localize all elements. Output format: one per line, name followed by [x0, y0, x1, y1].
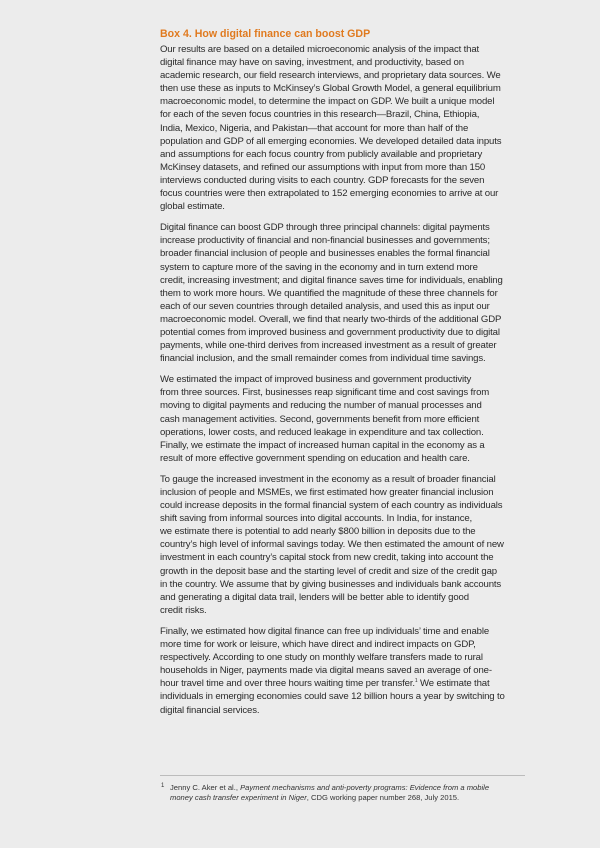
- footnote-number: 1: [161, 783, 165, 789]
- text-line: inclusion of people and MSMEs, we first estimated how greater financial inclusion: [160, 487, 494, 498]
- text-line: focus countries were then extrapolated to 152 emerging economies to arrive at our: [160, 188, 499, 200]
- paragraph: [160, 473, 530, 617]
- text-line: result of more effective government spending on education and health care.: [160, 452, 470, 464]
- text-line: We estimated the impact of improved business and government productivity: [160, 374, 472, 386]
- paragraph: [160, 373, 530, 465]
- footnote-author: Jenny C. Aker et al.,: [170, 783, 241, 792]
- text-line: and generating a digital data trail, lenders will be better able to identify good: [160, 591, 469, 603]
- text-fragment: We estimate that: [417, 678, 490, 690]
- text-line: global estimate.: [160, 201, 225, 213]
- text-line: households in Niger, payments made via digital means saved an average of one-: [160, 665, 492, 677]
- text-line: could increase deposits in the formal financial system of each country as individuals: [160, 500, 503, 512]
- footnote-tail: , CDG working paper number 268, July 2015.: [306, 793, 460, 802]
- text-line: digital financial services.: [160, 704, 260, 716]
- text-box: [160, 28, 530, 725]
- text-line: hour travel time and over three hours waiting time per transfer.$^1$ We estimate that: [160, 678, 490, 690]
- text-line: more time for work or leisure, which have direct and indirect impacts on GDP,: [160, 639, 476, 651]
- text-line: respectively. According to one study on monthly welfare transfers made to rural: [160, 652, 483, 664]
- text-line: increase productivity of financial and non-financial businesses and governments;: [160, 235, 490, 247]
- text-line: Digital finance can boost GDP through three principal channels: digital payments: [160, 222, 490, 234]
- text-line: moving to digital payments and reducing the number of manual processes and: [160, 400, 482, 412]
- text-line: system to capture more of the saving in the economy and in turn extend more: [160, 261, 478, 273]
- text-line: interviews conducted during visits to each country. GDP forecasts for the seven: [160, 174, 485, 186]
- text-line: for each of the seven focus countries in this research—Brazil, China, Ethiopia,: [160, 109, 480, 121]
- text-line: macroeconomic model, to determine the impact on GDP. We built a unique model: [160, 96, 495, 108]
- text-line: country’s high level of informal savings today. We then estimated the amount of new: [160, 539, 504, 551]
- text-line: Finally, we estimated how digital finance can free up individuals’ time and enable: [160, 625, 490, 637]
- text-line: we estimate there is potential to add nearly $800 billion in deposits due to the: [160, 526, 476, 538]
- footnote-divider: [160, 775, 525, 776]
- footnote-title-part-1: Payment mechanisms and anti-poverty programs: Evidence from a mobile: [240, 783, 490, 792]
- text-line: individuals in emerging economies could save 12 billion hours a year by switching to: [160, 691, 505, 703]
- text-line: digital finance may have on saving, investment, and productivity, based on: [160, 57, 464, 69]
- box-body: [160, 43, 530, 717]
- text-line: India, Mexico, Nigeria, and Pakistan—that account for more than half of the: [160, 122, 469, 134]
- text-line: academic research, our field research interviews, and proprietary data sources. We: [160, 70, 501, 82]
- paragraph: [160, 625, 530, 717]
- footnote-line-1: [170, 783, 520, 793]
- footnote-line-2: [170, 793, 520, 803]
- text-line: financial inclusion, and the small remainder comes from individual time savings.: [160, 353, 486, 365]
- paragraph: [160, 221, 530, 365]
- text-line: macroeconomic model. Overall, we find that nearly two-thirds of the additional GDP: [160, 313, 502, 325]
- text-line: Finally, we estimate the impact of increased human capital in the economy as a: [160, 439, 485, 451]
- text-line: population and GDP of all emerging economies. We developed detailed data inputs: [160, 135, 502, 147]
- text-line: Our results are based on a detailed microeconomic analysis of the impact that: [160, 44, 480, 55]
- text-line: potential comes from improved business and government productivity due to digital: [160, 326, 500, 338]
- text-line: in the country. We assume that by giving businesses and individuals bank accounts: [160, 578, 502, 590]
- text-line: and assumptions for each focus country from publicly available and proprietary: [160, 148, 483, 160]
- footnote-title-part-2: money cash transfer experiment in Niger: [170, 793, 307, 802]
- text-line: broader financial inclusion of people and businesses enables the formal financial: [160, 248, 490, 260]
- text-line: growth in the deposit base and the starting level of credit and size of the credit gap: [160, 565, 497, 577]
- footnote: [170, 783, 520, 803]
- text-line: shift saving from informal sources into digital accounts. In India, for instance,: [160, 513, 473, 525]
- text-line: payments, while one-third derives from increased investment as a result of greater: [160, 340, 497, 352]
- text-line: McKinsey datasets, and refined our assumptions with input from more than 150: [160, 161, 486, 173]
- text-line: operations, lower costs, and reduced leakage in expenditure and tax collection.: [160, 426, 484, 438]
- text-line: investment in each country’s capital stock from new credit, taking into account the: [160, 552, 494, 564]
- text-line: credit, increasing investment; and digital finance saves time for individuals, enabling: [160, 274, 503, 286]
- text-line: them to work more hours. We quantified the magnitude of these three channels for: [160, 287, 498, 299]
- box-title: Box 4. How digital finance can boost GDP: [160, 28, 371, 40]
- text-line: To gauge the increased investment in the economy as a result of broader financial: [160, 473, 496, 485]
- paragraph: [160, 43, 530, 213]
- text-line: credit risks.: [160, 604, 207, 616]
- footnote-reference: 1: [414, 678, 418, 685]
- text-line: then use these as inputs to McKinsey’s Global Growth Model, a general equilibrium: [160, 83, 501, 95]
- text-line: cash management activities. Second, governments benefit from more efficient: [160, 413, 480, 425]
- text-line: from three sources. First, businesses reap significant time and cost savings from: [160, 387, 490, 399]
- text-line: each of our seven countries through detailed analysis, and used this as input our: [160, 300, 490, 312]
